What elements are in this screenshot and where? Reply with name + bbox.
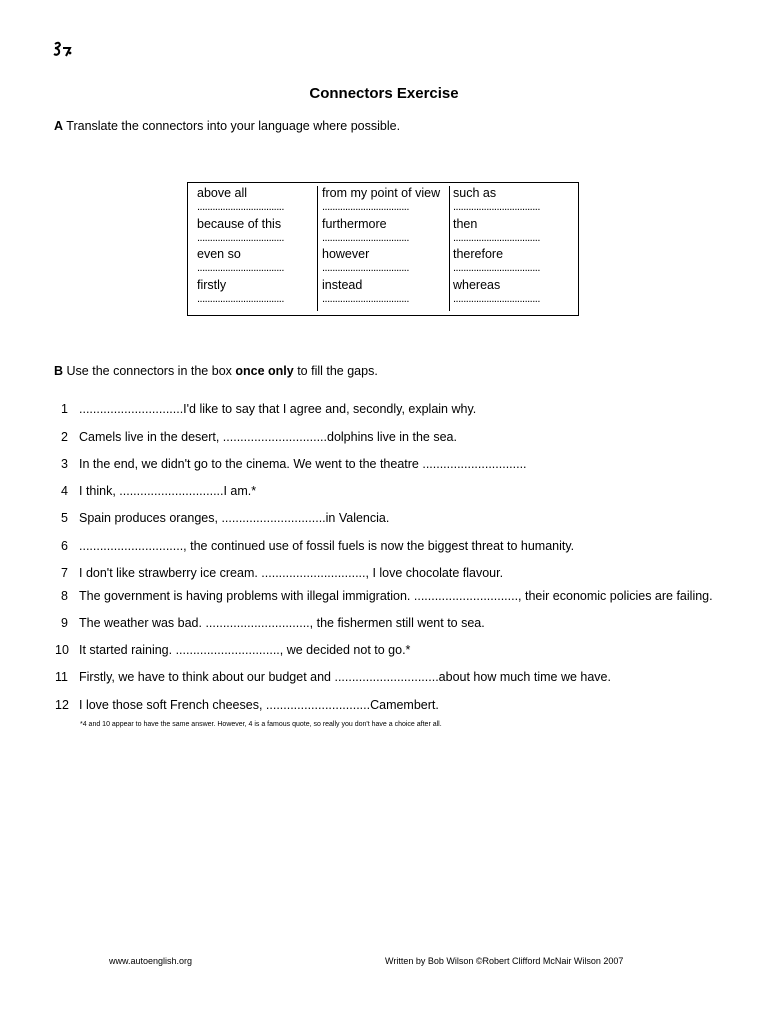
connector-word: such as bbox=[453, 186, 497, 200]
connector-word: from my point of view bbox=[322, 186, 441, 200]
exercise-number: 1 bbox=[61, 402, 68, 416]
exercise-sentence: The government is having problems with illegal immigration. .............................., their economic policies are failing. bbox=[79, 589, 713, 603]
translation-blank: .................................. bbox=[197, 201, 284, 213]
exercise-sentence: ..............................I'd like to say that I agree and, secondly, explain why. bbox=[79, 402, 477, 416]
exercise-sentence: Firstly, we have to think about our budget and ..............................about how much time we have. bbox=[79, 670, 611, 684]
section-a-instruction bbox=[54, 119, 400, 133]
exercise-number: 7 bbox=[61, 566, 68, 580]
exercise-item bbox=[54, 484, 256, 498]
connectors-column-3 bbox=[453, 186, 573, 311]
connector-cell bbox=[322, 247, 448, 278]
connector-word: furthermore bbox=[322, 216, 387, 231]
connector-cell bbox=[322, 186, 448, 217]
connector-word: even so bbox=[197, 247, 241, 262]
exercise-sentence: .............................., the continued use of fossil fuels is now the biggest threat to humanity. bbox=[79, 539, 575, 553]
exercise-sentence: Spain produces oranges, ..............................in Valencia. bbox=[79, 511, 390, 525]
exercise-number: 8 bbox=[61, 589, 68, 603]
exercise-item bbox=[54, 402, 476, 416]
section-a-text: Translate the connectors into your language where possible. bbox=[66, 119, 401, 133]
exercise-sentence: I think, ..............................I am.* bbox=[79, 484, 257, 498]
footer-website: www.autoenglish.org bbox=[109, 956, 193, 966]
exercise-sentence: The weather was bad. .............................., the fishermen still went to sea. bbox=[79, 616, 485, 630]
column-divider bbox=[317, 186, 318, 311]
exercise-sentence: It started raining. .............................., we decided not to go.* bbox=[79, 643, 411, 657]
exercise-item bbox=[54, 511, 389, 525]
section-b-text-start: Use the connectors in the box bbox=[66, 364, 232, 378]
translation-blank: .................................. bbox=[197, 231, 284, 244]
exercise-number: 12 bbox=[55, 698, 69, 712]
connectors-column-1 bbox=[197, 186, 316, 311]
exercise-number: 4 bbox=[61, 484, 68, 498]
connector-word: however bbox=[322, 247, 370, 262]
section-b-text-bold: once only bbox=[235, 364, 294, 378]
exercise-number: 6 bbox=[61, 539, 68, 553]
connector-cell bbox=[197, 186, 316, 217]
connector-cell bbox=[453, 186, 573, 217]
section-b-instruction bbox=[54, 364, 378, 378]
connector-word: therefore bbox=[453, 247, 504, 262]
exercise-item bbox=[54, 670, 611, 684]
exercise-sentence: Camels live in the desert, ..............................dolphins live in the sea. bbox=[79, 430, 457, 444]
exercise-sentence: In the end, we didn't go to the cinema. We went to the theatre .............................. bbox=[79, 457, 527, 471]
autoenglish-logo bbox=[52, 40, 74, 58]
footer-credit: Written by Bob Wilson ©Robert Clifford McNair Wilson 2007 bbox=[385, 956, 624, 966]
connector-word: instead bbox=[322, 277, 363, 292]
section-b-text-end: to fill the gaps. bbox=[297, 364, 378, 378]
connector-cell bbox=[197, 278, 316, 309]
translation-blank: .................................. bbox=[197, 292, 284, 305]
exercise-number: 3 bbox=[61, 457, 68, 471]
exercise-number: 10 bbox=[55, 643, 69, 657]
exercise-number: 2 bbox=[61, 430, 68, 444]
translation-blank: .................................. bbox=[453, 231, 540, 244]
connector-word: whereas bbox=[453, 277, 501, 292]
translation-blank: .................................. bbox=[322, 262, 409, 275]
connector-word: because of this bbox=[197, 216, 282, 231]
footnote: *4 and 10 appear to have the same answer. However, 4 is a famous quote, so really you don't have a choice after all. bbox=[80, 721, 442, 728]
translation-blank: .................................. bbox=[322, 231, 409, 244]
connector-cell bbox=[453, 247, 573, 278]
connectors-column-2 bbox=[322, 186, 448, 311]
connector-cell bbox=[453, 278, 573, 309]
page-title: Connectors Exercise bbox=[309, 85, 459, 102]
exercise-item bbox=[54, 698, 439, 712]
connector-cell bbox=[197, 217, 316, 248]
exercise-item bbox=[54, 589, 713, 603]
exercise-item bbox=[54, 457, 527, 471]
connector-cell bbox=[322, 217, 448, 248]
exercise-sentence: I love those soft French cheeses, ..............................Camembert. bbox=[79, 698, 439, 712]
connector-word: above all bbox=[197, 186, 248, 200]
connector-cell bbox=[453, 217, 573, 248]
section-b-letter: B bbox=[54, 364, 64, 378]
translation-blank: .................................. bbox=[453, 262, 540, 275]
exercise-item bbox=[54, 616, 485, 630]
translation-blank: .................................. bbox=[197, 262, 284, 275]
translation-blank: .................................. bbox=[453, 201, 540, 213]
exercise-number: 9 bbox=[61, 616, 68, 630]
exercise-item bbox=[54, 643, 410, 657]
connector-cell bbox=[322, 278, 448, 309]
exercise-item bbox=[54, 539, 574, 553]
connector-word: then bbox=[453, 216, 478, 231]
connectors-box bbox=[187, 182, 579, 316]
exercise-sentence: I don't like strawberry ice cream. .............................., I love chocolate flavour. bbox=[79, 566, 504, 580]
connector-word: firstly bbox=[197, 277, 227, 292]
column-divider bbox=[449, 186, 450, 311]
translation-blank: .................................. bbox=[322, 201, 409, 213]
translation-blank: .................................. bbox=[322, 292, 409, 305]
connector-cell bbox=[197, 247, 316, 278]
exercise-item bbox=[54, 566, 503, 580]
translation-blank: .................................. bbox=[453, 292, 540, 305]
section-a-letter: A bbox=[54, 119, 64, 133]
exercise-number: 11 bbox=[55, 670, 68, 684]
exercise-number: 5 bbox=[61, 511, 68, 525]
exercise-item bbox=[54, 430, 457, 444]
